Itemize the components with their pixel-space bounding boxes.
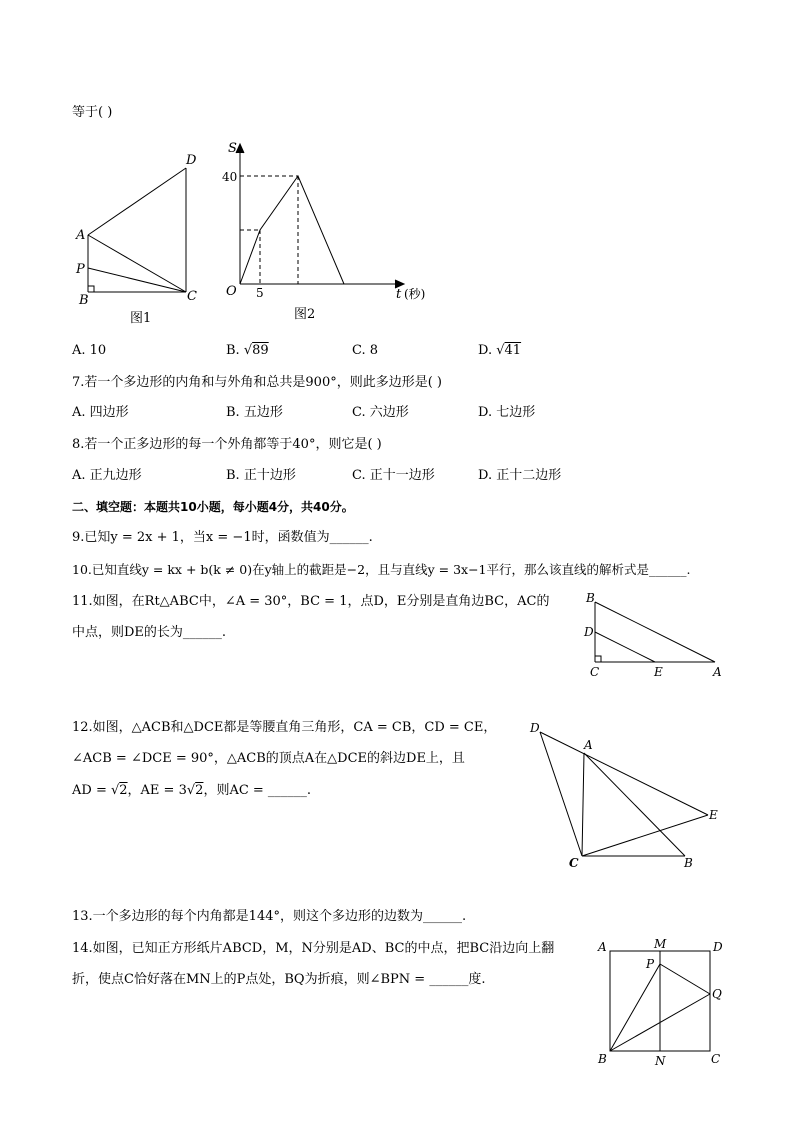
q13-text: 13.一个多边形的每个内角都是144°，则这个多边形的边数为______.: [72, 909, 467, 924]
q12-label-D: D: [530, 721, 540, 735]
q14-label-M: M: [654, 937, 667, 951]
sqrt-sign-icon: √: [243, 343, 253, 358]
section-2-heading: 二、填空题：本题共10小题，每小题4分，共40分。: [72, 500, 354, 514]
q14-label-N: N: [655, 1054, 666, 1068]
q11-label-B: B: [586, 591, 595, 605]
q12-seg-AC: [582, 753, 584, 856]
fig1-seg-AC: [88, 235, 186, 292]
q6-tail-text: 等于( ): [72, 105, 113, 120]
fig2-caption: 图2: [294, 307, 316, 322]
q14-line1: 14.如图，已知正方形纸片ABCD，M，N分别是AD、BC的中点，把BC沿边向上翻: [72, 941, 555, 956]
fig1-label-B: B: [79, 293, 89, 308]
q11-label-A: A: [713, 665, 722, 679]
q14-seg-BP: [610, 964, 660, 1051]
sqrt-sign-icon: √: [186, 783, 196, 798]
q12-label-B: B: [684, 856, 693, 870]
q14-label-P: P: [646, 957, 655, 971]
q6-option-a: A. 10: [72, 343, 107, 358]
q11-line1: 11.如图，在Rt△ABC中，∠A = 30°，BC = 1，点D，E分别是直角边BC，AC的: [72, 594, 550, 609]
q6-option-d-radicand: 41: [504, 343, 522, 358]
q12-figure: [525, 715, 725, 875]
q12-label-E: E: [709, 808, 718, 822]
fig2-x-tick-5: 5: [256, 286, 264, 300]
q6-option-d: [478, 343, 521, 359]
q6-option-b-prefix: B.: [226, 343, 244, 358]
q7-option-a: A. 四边形: [72, 405, 129, 420]
q12-seg-CE: [582, 815, 708, 856]
sqrt-sign-icon: √: [110, 783, 120, 798]
q14-figure: [595, 936, 735, 1071]
q8-option-b: B. 正十边形: [226, 468, 296, 483]
q11-label-D: D: [584, 625, 594, 639]
fig2-y-tick-40: 40: [222, 170, 238, 184]
q7-option-d: D. 七边形: [478, 405, 536, 420]
fig1-seg-PC: [88, 268, 186, 292]
q7-option-b: B. 五边形: [226, 405, 283, 420]
fig1-right-angle: [88, 286, 94, 292]
q14-line2: 折，使点C恰好落在MN上的P点处，BQ为折痕，则∠BPN = ______度.: [72, 972, 486, 987]
q6-option-d-prefix: D.: [478, 343, 497, 358]
fig1-seg-AD: [88, 168, 186, 235]
q12-seg-AB: [584, 753, 685, 856]
fig1-label-D: D: [186, 153, 197, 168]
q14-label-B: B: [598, 1052, 607, 1066]
q14-seg-PQ: [660, 964, 710, 994]
q14-label-D: D: [713, 940, 723, 954]
q14-label-Q: Q: [712, 987, 722, 1001]
q7-text: 7.若一个多边形的内角和与外角和总共是900°，则此多边形是( ): [72, 375, 442, 390]
q11-seg-DE: [595, 632, 655, 662]
q11-label-C: C: [590, 665, 600, 679]
q10-text: 10.已知直线y = kx + b(k ≠ 0)在y轴上的截距是−2，且与直线y = 3x−1平行，那么该直线的解析式是______.: [72, 562, 691, 577]
q11-label-E: E: [654, 665, 663, 679]
fig1-label-C: C: [187, 289, 197, 304]
fig2-x-label: t: [396, 287, 402, 302]
q11-right-angle: [595, 656, 601, 662]
q12-line2: ∠ACB = ∠DCE = 90°，△ACB的顶点A在△DCE的斜边DE上，且: [72, 751, 465, 766]
q6-option-b-radicand: 89: [252, 343, 269, 358]
fig2-y-label: S: [228, 141, 237, 156]
figure-2: [222, 140, 442, 330]
q12-label-C: C: [569, 856, 579, 870]
q6-option-c: C. 8: [352, 343, 379, 358]
q12-line3-c: ，则AC = ______.: [203, 783, 312, 798]
sqrt-sign-icon: √: [496, 343, 505, 358]
q8-option-a: A. 正九边形: [72, 468, 142, 483]
q12-line3-radicand-1: 2: [119, 783, 128, 798]
q8-text: 8.若一个正多边形的每一个外角都等于40°，则它是( ): [72, 437, 382, 452]
fig1-caption: 图1: [130, 311, 152, 326]
fig1-label-A: A: [76, 228, 86, 243]
q14-label-C: C: [711, 1052, 721, 1066]
fig2-y-arrow: [236, 144, 244, 153]
fig1-label-P: P: [76, 262, 85, 277]
q12-line3: [72, 783, 311, 799]
q12-seg-DE: [540, 732, 708, 815]
q12-line3-b: ，AE = 3: [127, 783, 187, 798]
q8-option-d: D. 正十二边形: [478, 468, 562, 483]
fig2-origin: O: [226, 284, 237, 299]
q6-option-b: [226, 343, 269, 359]
q14-label-A: A: [598, 940, 607, 954]
q8-option-c: C. 正十一边形: [352, 468, 435, 483]
figure-1: [70, 150, 210, 330]
q11-line2: 中点，则DE的长为______.: [72, 625, 227, 640]
q11-seg-AB: [595, 602, 715, 662]
q7-option-c: C. 六边形: [352, 405, 409, 420]
q12-line3-a: AD =: [72, 783, 111, 798]
q12-label-A: A: [584, 738, 593, 752]
fig2-x-unit: (秒): [404, 287, 426, 301]
q12-line1: 12.如图，△ACB和△DCE都是等腰直角三角形，CA = CB，CD = CE，: [72, 720, 497, 735]
q11-figure: [580, 590, 730, 685]
q12-line3-radicand-2: 2: [195, 783, 204, 798]
q9-text: 9.已知y = 2x + 1，当x = −1时，函数值为______.: [72, 530, 373, 545]
q12-seg-DC: [540, 732, 582, 856]
